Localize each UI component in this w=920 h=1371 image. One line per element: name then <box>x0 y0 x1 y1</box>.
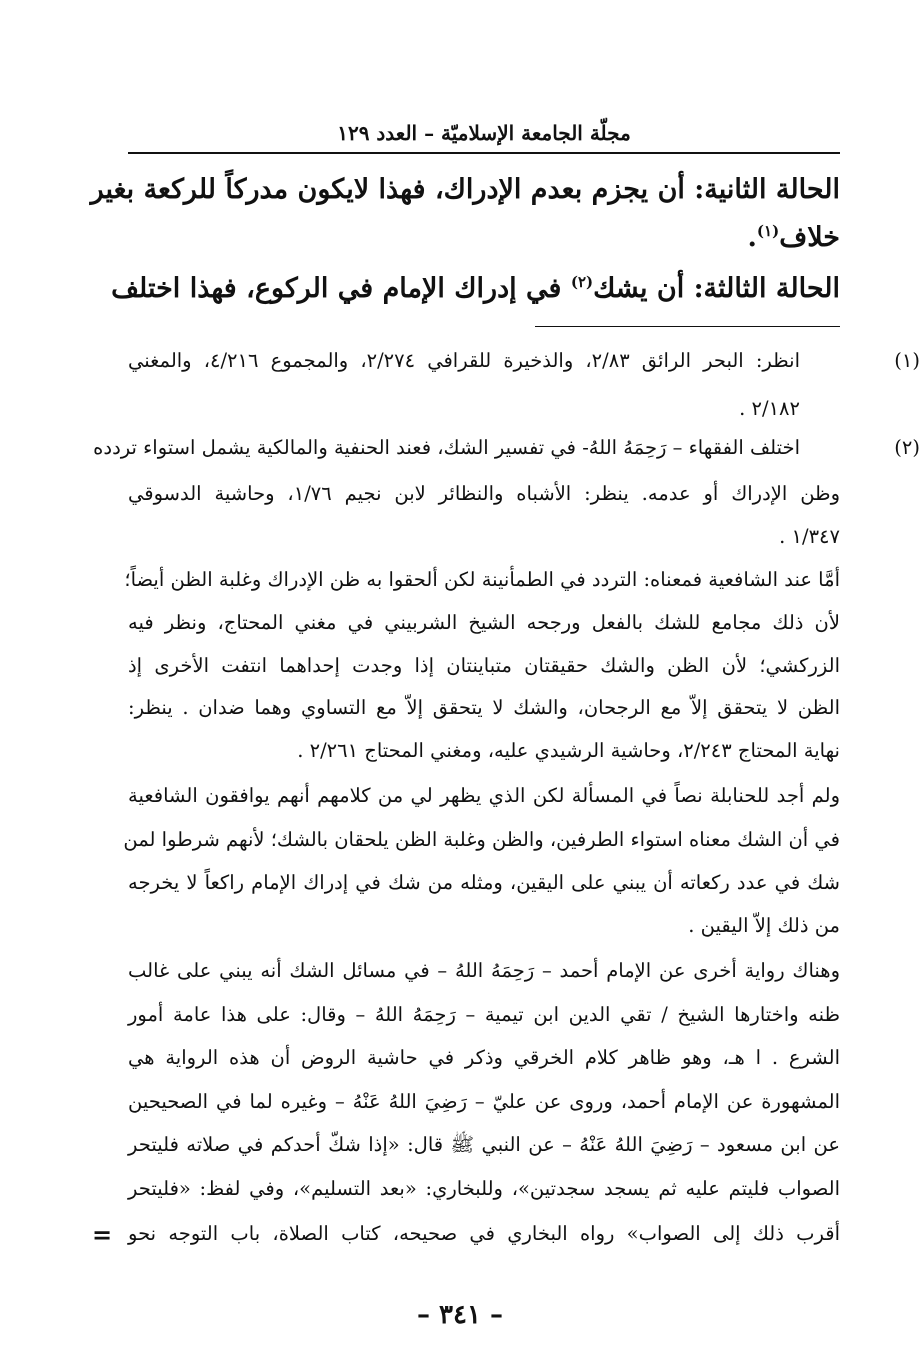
footnote-2-line: وظن الإدراك أو عدمه. ينظر: الأشباه والنظائر لابن نجيم ١/٧٦، وحاشية الدسوقي <box>128 482 840 505</box>
footnote-marker-2: (٢) <box>570 273 594 291</box>
main-text-line-3 <box>111 269 840 309</box>
continuation-mark: = <box>92 1220 113 1249</box>
footnote-number-1: (١) <box>894 349 920 372</box>
footnote-separator <box>535 326 840 327</box>
page-number: – ٣٤١ – <box>416 1300 504 1330</box>
header-rule <box>128 152 840 154</box>
riwaya-line: أقرب ذلك إلى الصواب» رواه البخاري في صحيحه، كتاب الصلاة، باب التوجه نحو <box>128 1222 840 1245</box>
shafii-line: الزركشي؛ لأن الظن والشك حقيقتان متباينتان إذا وجدت إحداهما انتفت الأخرى إذ <box>128 654 840 677</box>
running-header: مجلّة الجامعة الإسلاميّة – العدد ١٢٩ <box>337 121 631 145</box>
footnote-2-line: ١/٣٤٧ . <box>779 525 840 548</box>
main-text-line-2-text: خلاف <box>779 222 840 253</box>
hanbali-line: شك في عدد ركعاته أن يبني على اليقين، ومثله من شك في إدراك الإمام راكعاً لا يخرجه <box>128 871 840 894</box>
footnote-marker-1: (١) <box>756 222 780 240</box>
hanbali-line: ولم أجد للحنابلة نصاً في المسألة لكن الذي يظهر لي من كلامهم أنهم يوافقون الشافعية <box>128 784 840 807</box>
riwaya-line: المشهورة عن الإمام أحمد، وروى عن عليّ – رَضِيَ اللهُ عَنْهُ – وغيره لما في الصحيحين <box>128 1090 840 1113</box>
hanbali-line: من ذلك إلاّ اليقين . <box>688 914 840 937</box>
main-text-line-1: الحالة الثانية: أن يجزم بعدم الإدراك، فهذا لايكون مدركاً للركعة بغير <box>90 174 840 205</box>
footnote-1-line: ٢/١٨٢ . <box>739 397 800 420</box>
riwaya-line: وهناك رواية أخرى عن الإمام أحمد – رَحِمَهُ اللهُ – في مسائل الشك أنه يبني على غالب <box>128 959 840 982</box>
main-text-line-3-end: في إدراك الإمام في الركوع، فهذا اختلف <box>111 273 571 304</box>
main-text-line-2 <box>128 218 840 258</box>
footnote-number-2: (٢) <box>894 436 920 459</box>
footnote-2-line: اختلف الفقهاء – رَحِمَهُ اللهُ- في تفسير الشك، فعند الحنفية والمالكية يشمل استواء تردده <box>93 436 800 459</box>
riwaya-line: عن ابن مسعود – رَضِيَ اللهُ عَنْهُ – عن النبي ﷺ قال: «إذا شكّ أحدكم في صلاته فليتحر <box>128 1133 840 1156</box>
hanbali-line: في أن الشك معناه استواء الطرفين، والظن وغلبة الظن يلحقان بالشك؛ لأنهم شرطوا لمن <box>123 828 840 851</box>
riwaya-line: ظنه واختارها الشيخ / تقي الدين ابن تيمية – رَحِمَهُ اللهُ – وقال: على هذا عامة أمور <box>128 1003 840 1026</box>
riwaya-line: الشرع . ا هـ، وهو ظاهر كلام الخرقي وذكر في حاشية الروض أن هذه الرواية هي <box>128 1046 840 1069</box>
main-text-line-2-end: . <box>747 222 757 253</box>
shafii-line: لأن ذلك مجامع للشك بالفعل ورجحه الشيخ الشربيني في مغني المحتاج، ونظر فيه <box>128 611 840 634</box>
shafii-line: الظن لا يتحقق إلاّ مع الرجحان، والشك لا يتحقق إلاّ مع التساوي وهما ضدان . ينظر: <box>128 696 840 719</box>
shafii-line: نهاية المحتاج ٢/٢٤٣، وحاشية الرشيدي عليه، ومغني المحتاج ٢/٢٦١ . <box>297 739 840 762</box>
footnote-1-line: انظر: البحر الرائق ٢/٨٣، والذخيرة للقرافي ٢/٢٧٤، والمجموع ٤/٢١٦، والمغني <box>128 349 800 372</box>
shafii-line: أمَّا عند الشافعية فمعناه: التردد في الطمأنينة لكن ألحقوا به ظن الإدراك وغلبة الظن أيضاً؛ <box>124 568 840 591</box>
riwaya-line: الصواب فليتم عليه ثم يسجد سجدتين»، وللبخاري: «بعد التسليم»، وفي لفظ: «فليتحر <box>128 1177 840 1200</box>
main-text-line-3-start: الحالة الثالثة: أن يشك <box>593 273 840 304</box>
